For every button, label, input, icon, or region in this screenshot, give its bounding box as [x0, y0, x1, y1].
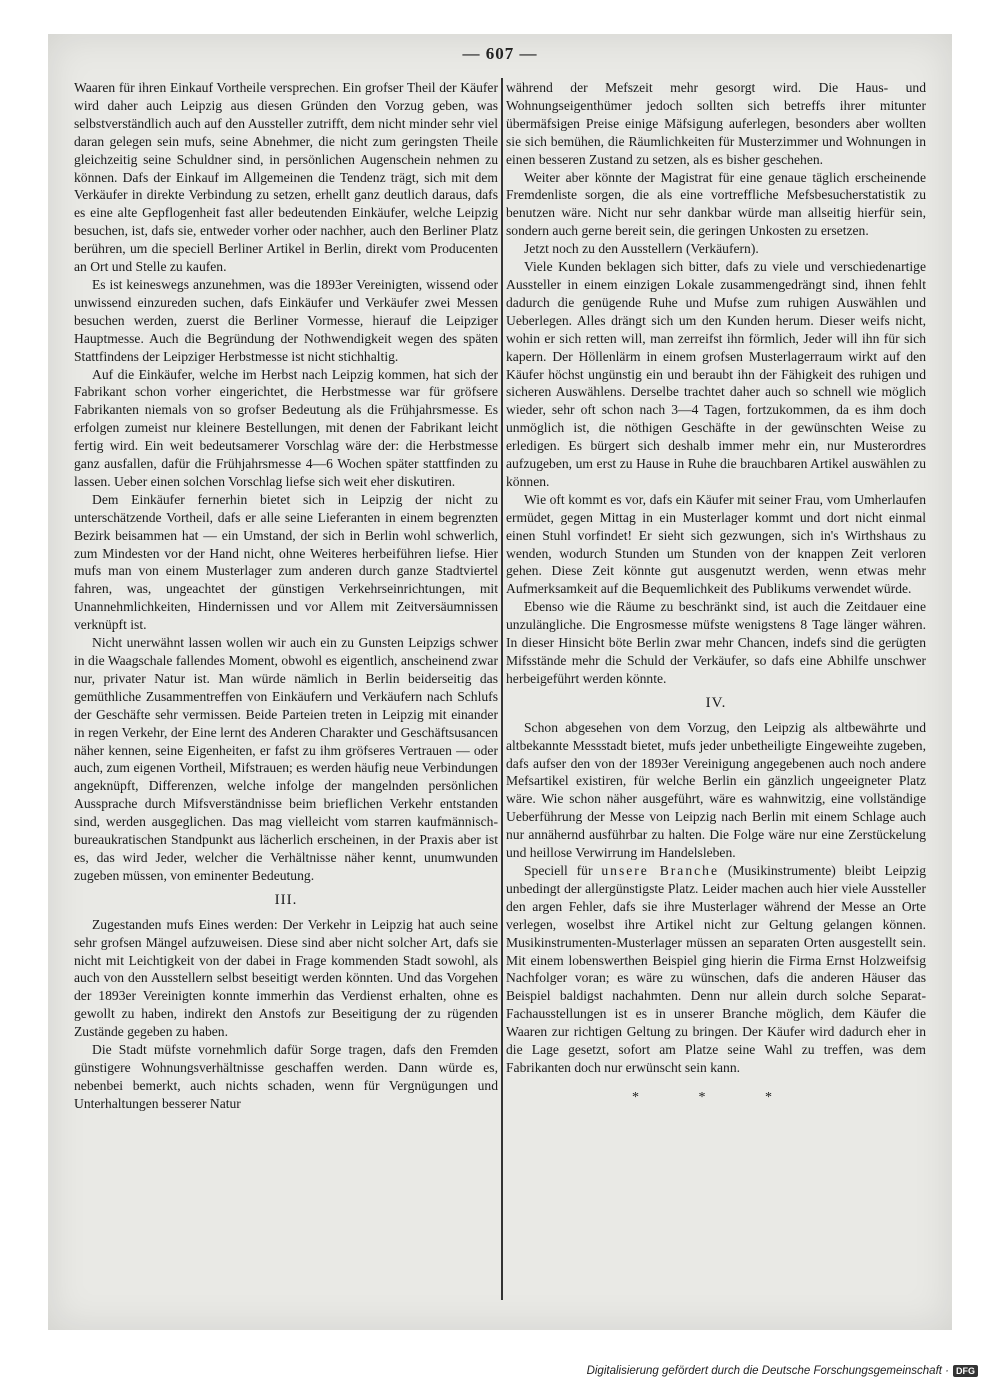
paragraph: Wie oft kommt es vor, dafs ein Käufer mit seiner Frau, vom Umherlaufen ermüdet, gegen Mittag in ein Musterlager kommt und dort nicht einmal einen Stuhl vorfindet! Er sieht sich gezwungen, sich in's Wirthshaus zu wenden, wodurch Stunden um Stunden von der knappen Zeit verloren gehen. Diese Zeit könnte gut ausgenutzt werden, wenn etwas mehr Aufmerksamkeit auf die Bequemlichkeit des Publikums verwendet würde.: [506, 491, 926, 597]
section-heading: III.: [274, 891, 298, 908]
paragraph: Schon abgesehen von dem Vorzug, den Leipzig als altbewährte und altbekannte Messstadt bietet, mufs jeder unbetheiligte Eingeweihte zugeben, dafs aufser den von der 1893er Vereinigung angegebenen auch noch andere Mefsartikel existiren, für welche Berlin ein gänzlich ungeeigneter Platz wäre. Wie schon näher ausgeführt, wäre es wahnwitzig, eine vollständige Ueberführung der Messe von Leipzig nach Berlin mit einem Schlage auch nur annähernd ausführbar zu halten. Die Folge wäre nur eine Zerstückelung und heillose Verwirrung im Handelsleben.: [506, 719, 926, 861]
column-divider: [501, 78, 503, 1300]
emphasized-text: unsere Branche: [601, 862, 719, 878]
paragraph: Nicht unerwähnt lassen wollen wir auch ein zu Gunsten Leipzigs schwer in die Waagschale fallendes Moment, obwohl es eigentlich, anscheinend zwar nur, privater Natur ist. Man würde nämlich in Berlin beiderseitig das gemüthliche Zusammentreffen von Einkäufern und Verkäufern nach Schlufs der Geschäfte sehr vermissen. Beide Parteien treten in Leipzig mit einander in regen Verkehr, der Eine lernt des Anderen Charakter und Geschäftsusancen näher kennen, seine Eigenheiten, er fafst zu ihm gröfseres Vertrauen — oder auch, zum eigenen Vortheil, Mifstrauen; es werden häufig neue Verbindungen angeknüpft, Differenzen, welche infolge der mangelnden persönlichen Aussprache durch Mifsverständnisse beim brieflichen Verkehr entstanden sind, werden ausgeglichen. Das mag vielleicht vom starren kaufmännisch-bureaukratischen Standpunkt aus lächerlich erscheinen, in der Praxis aber ist es, das wird Jeder, welcher die Verhältnisse näher kennt, unumwunden zugeben müssen, von eminenter Bedeutung.: [74, 635, 498, 883]
paragraph: während der Mefszeit mehr gesorgt wird. Die Haus- und Wohnungseigenthümer jedoch sollten sich betreffs ihrer mitunter übermäfsigen Preise einige Mäfsigung auferlegen, besonders aber wollten sie sich bemühen, die Räumlichkeiten für Musterzimmer und Wohnungen in einen besseren Zustand zu setzen, als es bisher geschehen.: [506, 80, 926, 167]
section-end-asterisks: * * *: [632, 1089, 800, 1105]
paragraph: Es ist keineswegs anzunehmen, was die 1893er Vereinigten, wissend oder unwissend einzureden suchen, dafs Einkäufer und Verkäufer zwei Messen besuchen werden, zuerst die Berliner Vormesse, hierauf die Leipziger Hauptmesse. Auch die Begründung der Nothwendigkeit wegen des späten Stattfindens der Leipziger Herbstmesse ist nicht stichhaltig.: [74, 276, 498, 364]
dfg-logo: DFG: [953, 1365, 978, 1377]
paragraph: Waaren für ihren Einkauf Vortheile versprechen. Ein grofser Theil der Käufer wird daher auch Leipzig aus diesen Gründen den Vorzug geben, was selbstverständlich auch auf den Aussteller zutrifft, dem nicht minder sehr viel daran gelegen sein mufs, seine Abnehmer, die nicht zum geringsten Theile gleichzeitig seine Schuldner sind, in persönlichen Augenschein nehmen zu können. Dafs der Einkauf im Allgemeinen die Tendenz trägt, sich mit dem Verkäufer in direkte Verbindung zu setzen, erhellt ganz deutlich daraus, dafs es eine alte Gepflogenheit fast aller bedeutenden Einkäufer, welche Leipzig besuchen, ist, dafs sie, entweder vorher oder nachher, auch den Berliner Platz berühren, um die speciell Berliner Artikel in Berlin, direkt vom Producenten an Ort und Stelle zu kaufen.: [74, 80, 498, 275]
paragraph-rest: (Musikinstrumente) bleibt Leipzig unbedingt der allergünstigste Platz. Leider machen auch hier viele Aussteller den argen Fehler, dafs sie ihre Musterlager während der Messe an Orte verlegen, woselbst ihre Artikel nicht zur Geltung gelangen können. Musikinstrumenten-Musterlager müssen an separaten Orten ausgestellt sein. Mit einem lobenswerthen Beispiel ging hierin die Firma Ernst Holzweifsig Nachfolger voran; es wäre zu wünschen, dafs die anderen Häuser das Beispiel baldigst nachahmten. Denn nur allein durch solche Separat-Fachausstellungen ist es in unserer Branche möglich, dem Käufer die Waaren zur richtigen Geltung zu bringen. Der Käufer wird dadurch eher in die Lage gesetzt, sofort am Platze seine Wahl zu treffen, was dem Fabrikanten doch nur erwünscht sein kann.: [506, 862, 927, 1075]
paragraph: Auf die Einkäufer, welche im Herbst nach Leipzig kommen, hat sich der Fabrikant schon vorher eingerichtet, die Herbstmesse war für gröfsere Fabrikanten niemals von so grofser Bedeutung als die Frühjahrsmesse. Es erfolgen zumeist nur kleinere Bestellungen, mit denen der Fabrikant leicht fertig wird. Ein weit bedeutsamerer Vorschlag wäre der: die Herbstmesse ganz ausfallen, dafür die Frühjahrsmesse 4—6 Wochen später stattfinden zu lassen. Ueber einen solchen Vorschlag liefse sich weit eher diskutiren.: [74, 366, 498, 489]
paragraph: Jetzt noch zu den Ausstellern (Verkäufern).: [524, 241, 759, 257]
paragraph: Zugestanden mufs Eines werden: Der Verkehr in Leipzig hat auch seine sehr grofsen Mängel aufzuweisen. Diese sind aber nicht solcher Art, dafs sie nicht mit Leichtigkeit von der dabei in Frage kommenden Stadt sowohl, als auch von den Ausstellern selbst beseitigt werden könnten. Und das Vorgehen der 1893er Vereinigten konnte immerhin das Verdienst erhalten, ohne es gewollt zu haben, indirekt den Anstofs zur Beseitigung der zu rügenden Zustände gegeben zu haben.: [74, 916, 498, 1040]
footer-credit-text: Digitalisierung gefördert durch die Deutsche Forschungsgemeinschaft ·: [586, 1365, 949, 1377]
paragraph: Ebenso wie die Räume zu beschränkt sind, ist auch die Zeitdauer eine unzulängliche. Die Engrosmesse müfste wenigstens 8 Tage länger währen. In dieser Hinsicht böte Berlin zwar mehr Chancen, indefs sind die gerügten Mifsstände mehr die Schuld der Verkäufer, so dafs eine Abhilfe unschwer herbeigeführt werden könnte.: [506, 599, 926, 686]
page-number: — 607 —: [462, 44, 538, 63]
paragraph: Dem Einkäufer fernerhin bietet sich in Leipzig der nicht zu unterschätzende Vortheil, dafs er alle seine Lieferanten in einem begrenzten Bezirk beisammen hat — ein Umstand, der sich in Berlin wohl schwerlich, zum Mindesten vor der Hand nicht, ohne Weiteres herbeiführen liefse. Hier mufs man von einem Musterlager zum anderen durch ganze Stadtviertel fahren, was, ungeachtet der günstigen Verkehrseinrichtungen, mit Unannehmlichkeiten, Hindernissen und vor Allem mit Zeitversäumnissen verknüpft ist.: [74, 491, 498, 633]
left-column: [74, 79, 498, 1113]
paragraph: Viele Kunden beklagen sich bitter, dafs zu viele und verschiedenartige Aussteller in einem einzigen Lokale zusammengedrängt sind, ihnen fehlt dadurch die genügende Ruhe und Mufse zum ruhigen Auswählen und Ueberlegen. Alles drängt sich um den Kunden herum. Dieser weifs nicht, wohin er sich retten will, man zerreifst ihn förmlich, Jeder will ihn für sich kapern. Der Höllenlärm in einem grofsen Musterlagerraum wirkt auf den Käufer höchst ungünstig ein und beraubt ihn der Fähigkeit des ruhigen und sicheren Auswählens. Derselbe trachtet daher auch so schnell wie möglich wieder, sehr oft schon nach 3—4 Tagen, fortzukommen, da es ihm doch unmöglich ist, die nöthigen Geschäfte in der gewünschten Weise zu erledigen. Es bürgert sich deshalb immer mehr ein, nur Musterordres aufzugeben, um erst zu Hause in Ruhe die brauchbaren Artikel auswählen zu können.: [506, 259, 926, 489]
paragraph: [506, 862, 926, 1077]
right-column: [506, 79, 926, 1107]
paragraph: Weiter aber könnte der Magistrat für eine genaue täglich erscheinende Fremdenliste sorgen, die als eine vortreffliche Mefsbesucherstatistik zu benutzen wäre. Nicht nur sehr dankbar würde man allseitig hierfür sein, sondern auch gerne bereit sein, die geringen Unkosten zu ersetzen.: [506, 169, 926, 239]
footer-credit: [587, 1365, 978, 1377]
section-heading: IV.: [705, 694, 727, 711]
paragraph: Die Stadt müfste vornehmlich dafür Sorge tragen, dafs den Fremden günstigere Wohnungsverhältnisse geschaffen werden. Dann würde es, nebenbei bemerkt, auch nichts schaden, wenn für Vergnügungen und Unterhaltungen besserer Natur: [74, 1042, 498, 1111]
paragraph-lead: Speciell für: [524, 862, 602, 878]
